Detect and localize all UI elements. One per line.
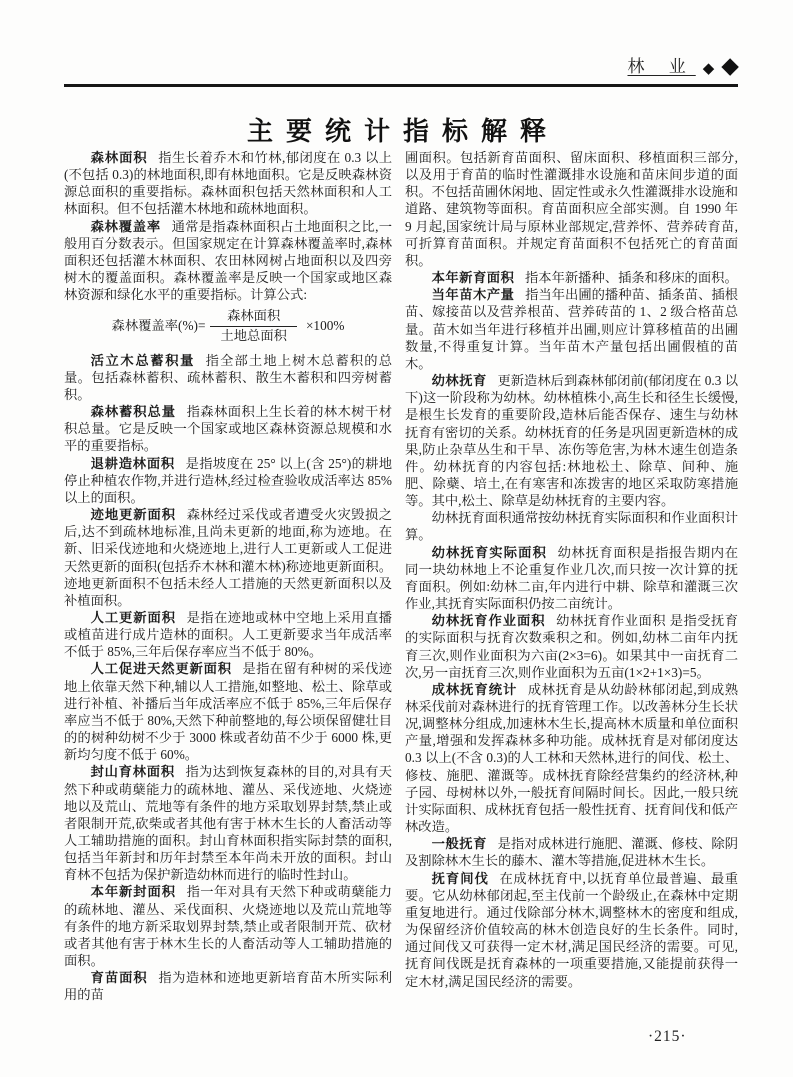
definition-paragraph: 活立木总蓄积量 指全部土地上树木总蓄积的总量。包括森林蓄积、疏林蓄积、散生木蓄积和四旁树蓄积。 [64, 352, 393, 402]
definition-paragraph: 育苗面积 指为造林和迹地更新培育苗木所实际利用的苗 [64, 970, 393, 1003]
term-label: 本年新育面积 [431, 270, 515, 286]
definition-paragraph: 幼林抚育面积通常按幼林抚育实际面积和作业面积计算。 [405, 510, 738, 543]
page-title: 主要统计指标解释 [246, 117, 559, 147]
formula-denominator: 土地总面积 [220, 328, 287, 344]
term-label: 森林面积 [90, 150, 148, 165]
definition-paragraph: 封山育林面积 指为达到恢复森林的目的,对具有天然下种或萌蘖能力的疏林地、灌丛、采伐迹地、火烧迹地以及荒山、荒地等有条件的地方采取划界封禁,禁止或者限制开荒,砍柴或者其他有害于林木生长的人畜活动等人工辅助措施的面积。封山育林面积指实际封禁的面积,包括当年新封和历年封禁至本年尚未开放的面积。封山育林不包括为保护新造幼林而进行的临时性封山。 [64, 764, 393, 883]
definition-paragraph: 幼林抚育 更新造林后到森林郁闭前(郁闭度在 0.3 以下)这一阶段称为幼林。幼林植株小,高生长和径生长缓慢,是根生长发育的重要阶段,造林后能否保存、速生与幼林抚育有密切的关系。幼林抚育的任务是巩固更新造林的成果,防止杂草丛生和干旱、冻伤等危害,为林木速生创造条件。幼林抚育的内容包括:林地松土、除草、间种、施肥、除蘗、培土,在有寒害和冻拨害的地区采取防寒措施等。其中,松土、除草是幼林抚育的主要内容。 [405, 373, 738, 509]
term-label: 一般抚育 [431, 836, 488, 852]
left-column [64, 149, 392, 1004]
definition-paragraph: 人工促进天然更新面积 是指在留有种树的采伐迹地上依靠天然下种,辅以人工措施,如整地、松土、除草或进行补植、补播后当年成活率应不低于 85%,三年后保存率应当不低于 80%,天然下种前整地的,每公顷保留健壮目的的树种幼树不少于 3000 株或者幼苗不少于 6000 株,更新均匀度不低于 60%。 [64, 661, 393, 763]
forest-coverage-formula [64, 308, 392, 344]
term-label: 幼林抚育实际面积 [431, 544, 547, 560]
term-label: 当年苗木产量 [431, 287, 515, 303]
term-label: 幼林抚育作业面积 [431, 613, 546, 629]
diamond-icon: ◆ [702, 60, 715, 77]
definition-paragraph: 一般抚育 是指对成林进行施肥、灌溉、修枝、除阴及割除林木生长的藤木、灌木等措施,促进林木生长。 [405, 836, 739, 869]
term-label: 本年新封面积 [90, 884, 176, 900]
term-label: 人工更新面积 [90, 609, 176, 625]
term-label: 森林蓄积总量 [90, 404, 176, 420]
page-number: ·215· [648, 1028, 687, 1045]
section-label: 林 业 [627, 56, 696, 76]
masthead [627, 53, 740, 78]
definition-paragraph: 当年苗木产量 指当年出圃的播种苗、插条苗、插根苗、嫁接苗以及营养根苗、营养砖苗的 1、2 级合格苗总量。苗木如当年进行移植并出圃,则应计算移植苗的出圃数量,不得重复计算。当年苗木产量包括出圃假植的苗木。 [405, 287, 739, 371]
header-rule [64, 84, 738, 87]
term-label: 迹地更新面积 [90, 507, 176, 523]
term-label: 退耕造林面积 [90, 455, 175, 471]
term-label: 幼林抚育 [431, 373, 487, 389]
definition-paragraph: 人工更新面积 是指在迹地或林中空地上采用直播或植苗进行成片造林的面积。人工更新要求当年成活率不低于 85%,三年后保存率应当不低于 80%。 [64, 609, 393, 660]
definition-paragraph: 森林蓄积总量 指森林面积上生长着的林木树干材积总量。它是反映一个国家或地区森林资源总规模和水平的重要指标。 [64, 404, 393, 454]
term-label: 活立木总蓄积量 [90, 352, 196, 368]
definition-paragraph: 森林覆盖率 通常是指森林面积占土地面积之比,一般用百分数表示。但国家规定在计算森林覆盖率时,森林面积还包括灌木林面积、农田林网树占地面积以及四旁树木的覆盖面积。森林覆盖率是反映一个国家或地区森林资源和绿化水平的重要指标。计算公式: [64, 218, 393, 303]
definition-paragraph: 幼林抚育实际面积 幼林抚育面积是指报告期内在同一块幼林地上不论重复作业几次,而只按一次计算的抚育面积。例如:幼林二亩,年内进行中耕、除草和灌溉三次作业,其抚育实际面积仍按二亩统计。 [405, 544, 739, 612]
definition-paragraph: 本年新封面积 指一年对具有天然下种或萌蘖能力的疏林地、灌丛、采伐面积、火烧迹地以及荒山荒地等有条件的地方新采取划界封禁,禁止或者限制开荒、砍材或者其他有害于林木生长的人畜活动等人工辅助措施的面积。 [64, 884, 393, 969]
term-label: 人工促进天然更新面积 [90, 661, 232, 677]
definition-paragraph: 森林面积 指生长着乔木和竹林,郁闭度在 0.3 以上(不包括 0.3)的林地面积,即有林地面积。它是反映森林资源总面积的重要指标。森林面积包括天然林面积和人工林面积。但不包括灌木林地和疏林地面积。 [64, 150, 393, 217]
definition-paragraph: 迹地更新面积 森林经过采伐或者遭受火灾毁损之后,达不到疏林地标准,且尚未更新的地面,称为迹地。在新、旧采伐迹地和火烧迹地上,进行人工更新或人工促进天然更新的面积(包括乔木林和灌木林)称迹地更新面积。迹地更新面积不包括未经人工措施的天然更新面积以及补植面积。 [64, 507, 393, 608]
term-label: 森林覆盖率 [90, 218, 161, 234]
term-label: 抚育间伐 [431, 870, 489, 886]
formula-rhs: ×100% [305, 318, 345, 334]
definition-paragraph: 圃面积。包括新育苗面积、留床面积、移植面积三部分,以及用于育苗的临时性灌溉排水设施和苗床间步道的面积。不包括苗圃休闲地、固定性或永久性灌溉排水设施和道路、建筑物等面积。育苗面积应全部实测。自 1990 年 9 月起,国家统计局与原林业部规定,营养怀、营养砖育苗,可折算育苗面积。并规定育苗面积不包括死亡的育苗面积。 [405, 150, 738, 268]
term-label: 成林抚育统计 [431, 681, 518, 697]
formula-numerator: 森林面积 [210, 308, 296, 327]
definition-paragraph: 幼林抚育作业面积 幼林抚育作业面积 是指受抚育的实际面积与抚育次数乘积之和。例如,幼林二亩年内抚育三次,则作业面积为六亩(2×3=6)。如果其中一亩抚育二次,另一亩抚育三次,则作业面积为五亩(1×2+1×3)=5。 [405, 613, 738, 680]
term-label: 育苗面积 [90, 970, 148, 986]
right-column [405, 149, 738, 990]
definition-paragraph: 本年新育面积 指本年新播种、插条和移床的面积。 [431, 270, 738, 286]
definition-paragraph: 退耕造林面积 是指坡度在 25° 以上(含 25°)的耕地停止种植农作物,并进行造林,经过检查验收成活率达 85%以上的面积。 [64, 455, 392, 505]
term-label: 封山育林面积 [90, 764, 175, 780]
diamond-icon: ◆ [721, 53, 739, 78]
definition-paragraph: 抚育间伐 在成林抚育中,以抚育单位最普遍、最重要。它从幼林郁闭起,至主伐前一个龄级止,在森林中定期重复地进行。通过伐除部分林木,调整林木的密度和组成,为保留经济价值较高的林木创造良好的生长条件。同时,通过间伐又可获得一定木材,满足国民经济的需要。可见,抚育间伐既是抚育森林的一项重要措施,又能提前获得一定木材,满足国民经济的需要。 [405, 870, 738, 989]
formula-lhs: 森林覆盖率(%)= [111, 318, 206, 334]
formula-fraction [210, 308, 296, 344]
definition-paragraph: 成林抚育统计 成林抚育是从幼龄林郁闭起,到成熟林采伐前对森林进行的抚育管理工作。以改善林分生长状况,调整林分组成,加速林木生长,提高林木质量和单位面积产量,增强和发挥森林多种功能。成林抚育是对郁闭度达 0.3 以上(不含 0.3)的人工林和天然林,进行的间伐、松土、修枝、施肥、灌溉等。成林抚育除经营集约的经济林,种子园、母树林以外,一般抚育间隔时间长。因此,一般只统计实际面积、成林抚育包括一般性抚育、抚育间伐和低产林改造。 [405, 681, 738, 835]
